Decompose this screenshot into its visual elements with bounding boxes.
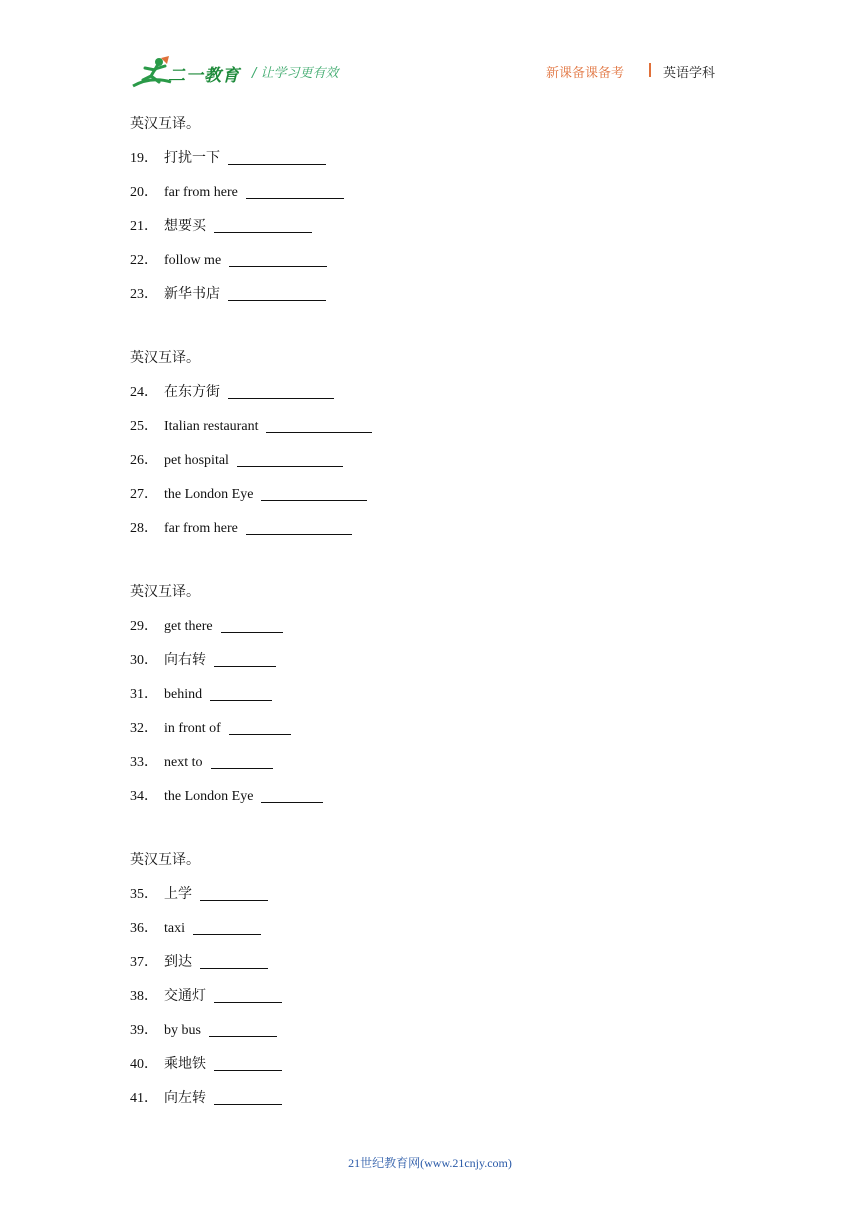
question-number: 38． bbox=[130, 989, 158, 1004]
question-number: 32． bbox=[130, 721, 158, 736]
question-item bbox=[130, 780, 730, 814]
question-term: in front of bbox=[164, 721, 221, 736]
exercise-section bbox=[130, 342, 730, 546]
question-item bbox=[130, 410, 730, 444]
question-item bbox=[130, 1014, 730, 1048]
worksheet-content bbox=[130, 108, 730, 1146]
answer-blank[interactable] bbox=[229, 265, 327, 267]
question-number: 30． bbox=[130, 653, 158, 668]
answer-blank[interactable] bbox=[193, 933, 261, 935]
answer-blank[interactable] bbox=[214, 231, 312, 233]
answer-blank[interactable] bbox=[214, 665, 276, 667]
question-term: behind bbox=[164, 687, 203, 702]
question-number: 35． bbox=[130, 887, 158, 902]
question-item bbox=[130, 712, 730, 746]
question-number: 41． bbox=[130, 1091, 158, 1106]
question-term: far from here bbox=[164, 185, 238, 200]
question-term: 到达 bbox=[164, 955, 192, 970]
exercise-section bbox=[130, 108, 730, 312]
answer-blank[interactable] bbox=[221, 631, 283, 633]
subject-label: 英语学科 bbox=[663, 66, 716, 81]
question-number: 25． bbox=[130, 419, 158, 434]
question-term: the London Eye bbox=[164, 487, 254, 502]
section-title: 英汉互译。 bbox=[130, 351, 200, 366]
answer-blank[interactable] bbox=[228, 299, 326, 301]
question-number: 33． bbox=[130, 755, 158, 770]
answer-blank[interactable] bbox=[246, 533, 352, 535]
answer-blank[interactable] bbox=[214, 1069, 282, 1071]
question-number: 21． bbox=[130, 219, 158, 234]
question-term: Italian restaurant bbox=[164, 419, 259, 434]
question-item bbox=[130, 142, 730, 176]
question-item bbox=[130, 244, 730, 278]
question-number: 34． bbox=[130, 789, 158, 804]
answer-blank[interactable] bbox=[211, 767, 273, 769]
question-term: follow me bbox=[164, 253, 222, 268]
question-item bbox=[130, 746, 730, 780]
question-item bbox=[130, 878, 730, 912]
exercise-section bbox=[130, 844, 730, 1116]
question-item bbox=[130, 376, 730, 410]
question-term: 乘地铁 bbox=[164, 1057, 206, 1072]
question-item bbox=[130, 444, 730, 478]
question-item bbox=[130, 946, 730, 980]
question-term: get there bbox=[164, 619, 213, 634]
answer-blank[interactable] bbox=[237, 465, 343, 467]
section-title: 英汉互译。 bbox=[130, 853, 200, 868]
question-term: 上学 bbox=[164, 887, 192, 902]
question-number: 20． bbox=[130, 185, 158, 200]
page-footer: 21世纪教育网(www.21cnjy.com) bbox=[348, 1156, 512, 1170]
question-number: 31． bbox=[130, 687, 158, 702]
section-title: 英汉互译。 bbox=[130, 117, 200, 132]
question-term: 向右转 bbox=[164, 653, 206, 668]
question-number: 39． bbox=[130, 1023, 158, 1038]
question-item bbox=[130, 678, 730, 712]
answer-blank[interactable] bbox=[200, 967, 268, 969]
slogan: / 让学习更有效 bbox=[252, 66, 339, 81]
answer-blank[interactable] bbox=[200, 899, 268, 901]
answer-blank[interactable] bbox=[214, 1001, 282, 1003]
question-term: 新华书店 bbox=[164, 287, 220, 302]
answer-blank[interactable] bbox=[229, 733, 291, 735]
question-term: 打扰一下 bbox=[164, 151, 220, 166]
answer-blank[interactable] bbox=[228, 397, 334, 399]
question-item bbox=[130, 278, 730, 312]
answer-blank[interactable] bbox=[261, 801, 323, 803]
question-number: 27． bbox=[130, 487, 158, 502]
question-number: 24． bbox=[130, 385, 158, 400]
question-item bbox=[130, 512, 730, 546]
question-number: 23． bbox=[130, 287, 158, 302]
question-number: 28． bbox=[130, 521, 158, 536]
question-number: 26． bbox=[130, 453, 158, 468]
question-number: 40． bbox=[130, 1057, 158, 1072]
question-term: 在东方街 bbox=[164, 385, 220, 400]
answer-blank[interactable] bbox=[214, 1103, 282, 1105]
answer-blank[interactable] bbox=[261, 499, 367, 501]
logo-text: 二一教育 bbox=[168, 66, 240, 86]
answer-blank[interactable] bbox=[246, 197, 344, 199]
answer-blank[interactable] bbox=[266, 431, 372, 433]
answer-blank[interactable] bbox=[228, 163, 326, 165]
question-item bbox=[130, 1082, 730, 1116]
section-title: 英汉互译。 bbox=[130, 585, 200, 600]
question-item bbox=[130, 176, 730, 210]
answer-blank[interactable] bbox=[210, 699, 272, 701]
question-term: the London Eye bbox=[164, 789, 254, 804]
answer-blank[interactable] bbox=[209, 1035, 277, 1037]
question-term: far from here bbox=[164, 521, 238, 536]
question-term: next to bbox=[164, 755, 203, 770]
question-item bbox=[130, 478, 730, 512]
question-item bbox=[130, 610, 730, 644]
question-number: 19． bbox=[130, 151, 158, 166]
question-term: 交通灯 bbox=[164, 989, 206, 1004]
question-term: taxi bbox=[164, 921, 185, 936]
question-item bbox=[130, 912, 730, 946]
question-item bbox=[130, 644, 730, 678]
question-number: 36． bbox=[130, 921, 158, 936]
question-term: by bus bbox=[164, 1023, 201, 1038]
page-header bbox=[0, 0, 860, 95]
question-item bbox=[130, 1048, 730, 1082]
question-term: pet hospital bbox=[164, 453, 229, 468]
brand-tagline: 新课备课备考 bbox=[546, 66, 625, 81]
question-number: 37． bbox=[130, 955, 158, 970]
question-term: 想要买 bbox=[164, 219, 206, 234]
question-number: 22． bbox=[130, 253, 158, 268]
exercise-section bbox=[130, 576, 730, 814]
question-term: 向左转 bbox=[164, 1091, 206, 1106]
question-item bbox=[130, 210, 730, 244]
question-item bbox=[130, 980, 730, 1014]
question-number: 29． bbox=[130, 619, 158, 634]
header-divider bbox=[649, 63, 651, 77]
